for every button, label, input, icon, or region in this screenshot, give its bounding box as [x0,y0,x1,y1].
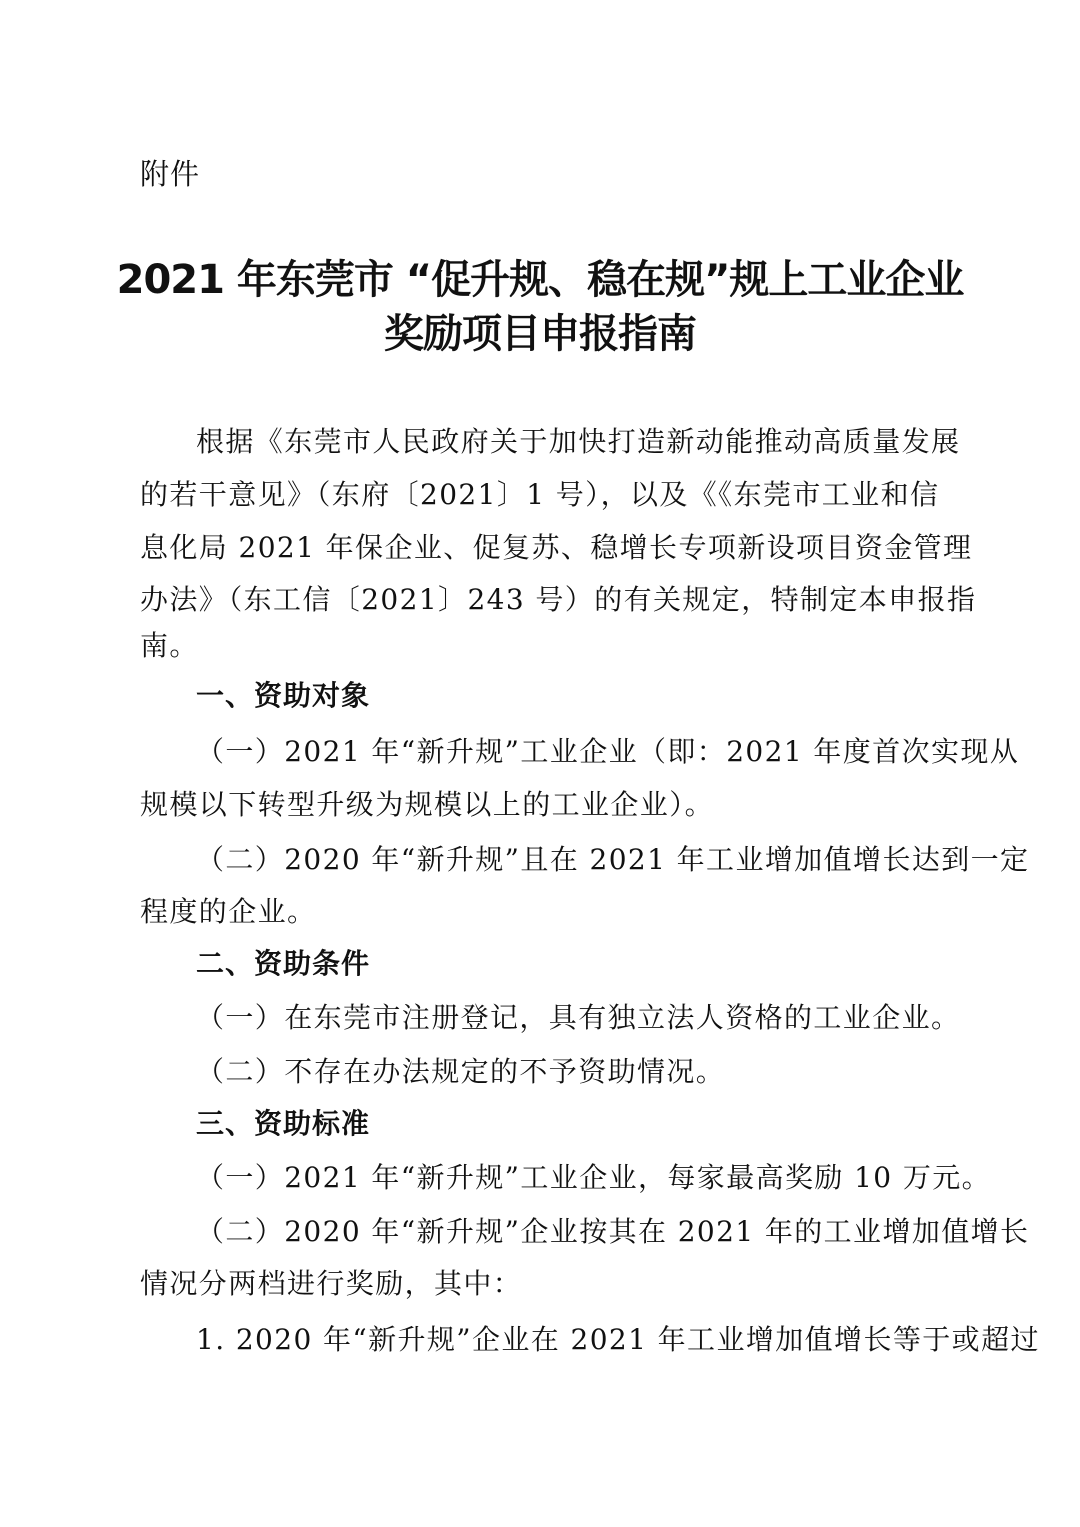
document-title-line-2: 奖励项目申报指南 [384,311,696,357]
intro-line: 的若干意见》（东府〔2021〕1 号），以及《《东莞市工业和信 [140,478,940,511]
intro-line: 南。 [140,629,199,662]
section-heading-funding-targets: 一、资助对象 [196,679,371,712]
section-heading-funding-conditions: 二、资助条件 [196,947,371,980]
intro-line: 根据《东莞市人民政府关于加快打造新动能推动高质量发展 [196,425,961,458]
intro-line: 息化局 2021 年保企业、促复苏、稳增长专项新设项目资金管理 [140,531,973,564]
section-item-line: 程度的企业。 [140,895,317,928]
intro-line: 办法》（东工信〔2021〕243 号）的有关规定，特制定本申报指 [140,583,977,616]
section-item-line: 1. 2020 年“新升规”企业在 2021 年工业增加值增长等于或超过 [196,1323,1040,1356]
section-item-line: （二）2020 年“新升规”且在 2021 年工业增加值增长达到一定 [196,843,1030,876]
section-item-line: （一）在东莞市注册登记，具有独立法人资格的工业企业。 [196,1001,961,1034]
attachment-label: 附件 [140,157,201,191]
section-item-line: （一）2021 年“新升规”工业企业，每家最高奖励 10 万元。 [196,1161,992,1194]
document-title-line-1: 2021 年东莞市 “促升规、稳在规”规上工业企业 [116,257,964,303]
section-item-line: （一）2021 年“新升规”工业企业（即：2021 年度首次实现从 [196,735,1020,768]
section-item-line: 情况分两档进行奖励，其中： [140,1267,523,1300]
section-item-line: （二）2020 年“新升规”企业按其在 2021 年的工业增加值增长 [196,1215,1030,1248]
section-heading-funding-standards: 三、资助标准 [196,1107,371,1140]
section-item-line: （二）不存在办法规定的不予资助情况。 [196,1055,726,1088]
section-item-line: 规模以下转型升级为规模以上的工业企业）。 [140,788,715,821]
